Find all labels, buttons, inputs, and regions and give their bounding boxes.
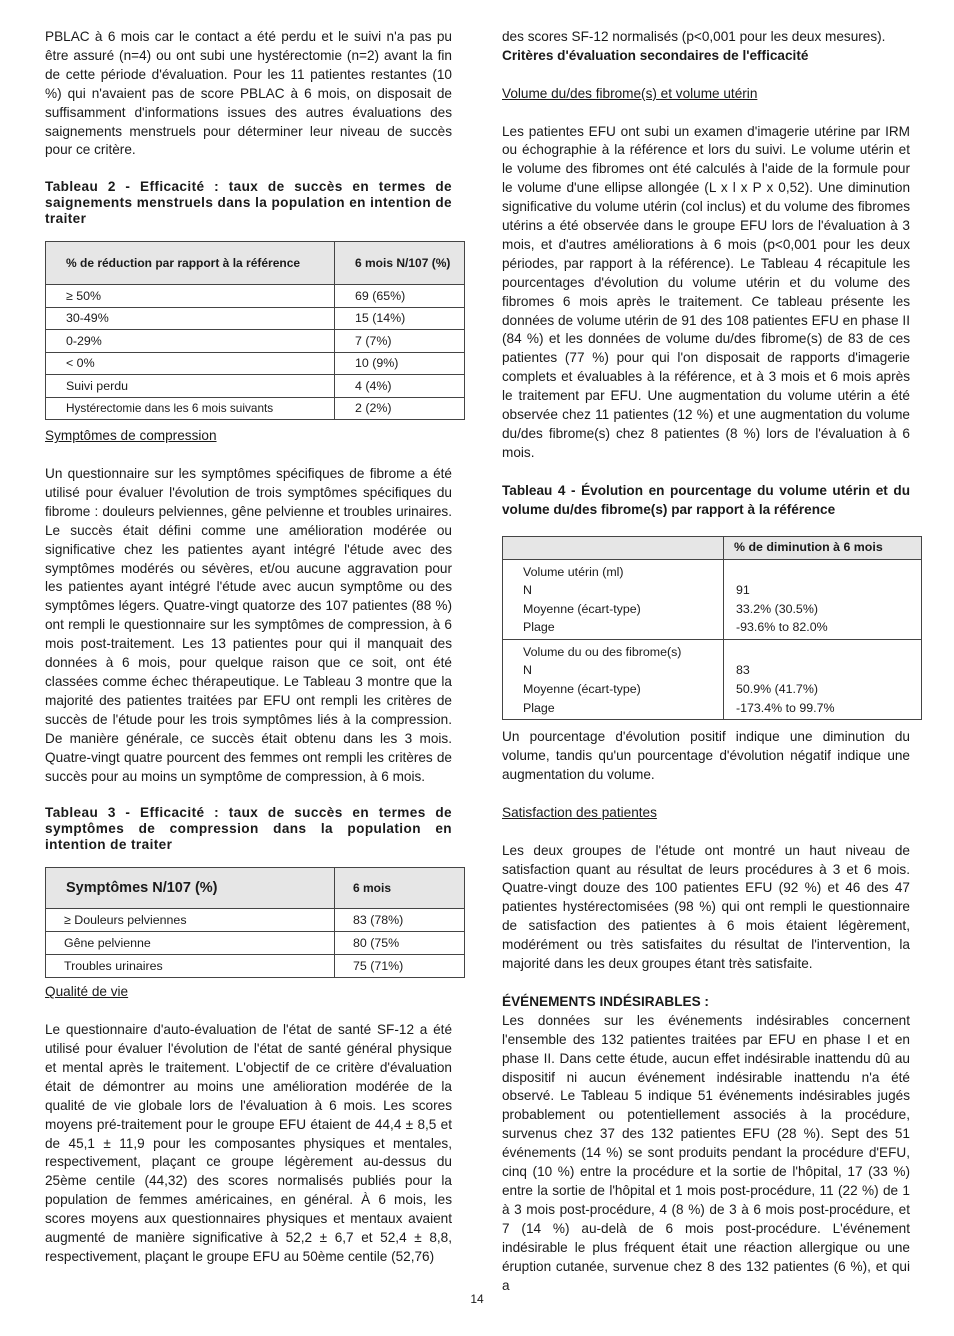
right-column [502, 28, 910, 1295]
table4-group-labels [503, 559, 724, 639]
continuation-text: des scores SF-12 normalisés (p<0,001 pour les deux mesures). [502, 29, 886, 44]
table-cell: ≥ Douleurs pelviennes [46, 909, 335, 932]
table-cell: 10 (9%) [335, 352, 465, 375]
table4-header [503, 536, 922, 559]
table-cell: Hystérectomie dans les 6 mois suivants [46, 397, 335, 420]
table-row [46, 909, 465, 932]
adverse-paragraph: Les données sur les événements indésirables concernent l'ensemble des 132 patientes traitées par EFU en phase I et en phase II. Dans cette étude, aucun effet indésirable inattendu dû au dispositif ni aucun événement indésirable inattendu n'a été observé. Le Tableau 5 indique 51 événements indésirables jugés probablement ou potentiellement associés à la procédure, survenus chez 37 des 132 patientes EFU (28 %). Sept des 51 événements (14 %) se sont produits pendant la procédure d'EFU, cinq (10 %) entre la procédure et la sortie de l'hôpital, 17 (33 %) entre la sortie de l'hôpital et 1 mois post-procédure, 11 (22 %) de 1 à 3 mois post-procédure, 4 (8 %) de 3 à 6 mois post-procédure, et 7 (14 %) au-delà de 6 mois post-procédure. L'événement indésirable le plus fréquent était une réaction allergique ou une éruption cutanée, survenue chez 8 des 132 patientes (6 %), et qui a [502, 1012, 910, 1293]
table4-row-label: Moyenne (écart-type) [523, 682, 641, 697]
table2-title: Tableau 2 - Efficacité : taux de succès en termes de saignements menstruels dans la population en intention de traiter [45, 179, 452, 227]
table4-note: Un pourcentage d'évolution positif indique une diminution du volume, tandis qu'un pourcentage d'évolution négatif indique une augmentation du volume. [502, 729, 910, 783]
table-row [46, 330, 465, 353]
table4-group-row [503, 639, 922, 719]
table-row [46, 352, 465, 375]
table-cell: Troubles urinaires [46, 955, 335, 978]
table-cell: 15 (14%) [335, 307, 465, 330]
table4-group-values [724, 639, 922, 719]
table-cell: 80 (75% [335, 932, 465, 955]
table4-row-value: 50.9% (41.7%) [736, 682, 818, 697]
page-number: 14 [470, 1292, 484, 1306]
intro-paragraph: PBLAC à 6 mois car le contact a été perdu et le suivi n'a pas pu être assuré (n=4) ou ont subi une hystérectomie (n=2) avant la fin de cette période d'évaluation. Pour les 11 patientes restantes (10 %) qui n'avaient pas de score PBLAC à 6 mois, on disposait de suffisamment d'informations issues des autres évaluations des saignements menstruels pour déterminer leur niveau de succès pour ce critère. [45, 29, 452, 158]
table-row [46, 307, 465, 330]
satisfaction-heading: Satisfaction des patientes [502, 804, 657, 820]
table-cell: 69 (65%) [335, 285, 465, 308]
table4-group-labels [503, 639, 724, 719]
volume-heading: Volume du/des fibrome(s) et volume utérin [502, 85, 758, 101]
table-cell: 7 (7%) [335, 330, 465, 353]
table4-title: Tableau 4 - Évolution en pourcentage du volume utérin et du volume du/des fibrome(s) par rapport à la référence [502, 482, 910, 517]
table4-row-value: 91 [736, 583, 750, 598]
table4-header-col1 [503, 536, 724, 559]
table2-header [46, 242, 465, 285]
volume-paragraph: Les patientes EFU ont subi un examen d'imagerie utérine par IRM ou échographie à la référence et lors du suivi. Le volume utérin et le volume des fibromes ont été calculés à l'aide de la formule pour le volume d'une ellipse allongée (L x l x P x 0,52). Une diminution significative du volume utérin (col inclus) et du volume des fibromes utérins a été observée dans le groupe EFU lors de l'évaluation à 3 mois, et d'autres améliorations à 6 mois (p<0,001 pour les deux périodes, par rapport à la référence). Le Tableau 4 récapitule les pourcentages d'évolution du volume utérin et du volume des fibromes 6 mois après le traitement. Ce tableau présente les données de volume utérin de 91 des 108 patientes EFU en phase II (84 %) et les données de volume du/des fibrome(s) de 83 de ces patientes (77 %) pour qui l'on disposait de rapports d'imagerie complets et évaluables à la référence, et à 3 mois et 6 mois après le traitement par EFU. Une augmentation du volume utérin a été observée chez 11 patientes (12 %) et une augmentation du volume du/des fibrome(s) chez 8 patientes (8 %) lors de l'évaluation à 6 mois. [502, 123, 910, 460]
table3-header-col2: 6 mois [335, 868, 465, 909]
table4-row-label: Moyenne (écart-type) [523, 601, 641, 616]
table-cell: 2 (2%) [335, 397, 465, 420]
table2-header-col1: % de réduction par rapport à la référence [46, 242, 335, 285]
table4 [502, 536, 922, 721]
table4-group-name: Volume du ou des fibrome(s) [523, 644, 682, 659]
qol-heading: Qualité de vie [45, 984, 129, 1000]
table-row [46, 932, 465, 955]
table4-row-label: N [523, 583, 532, 598]
table-row [46, 285, 465, 308]
table-cell: ≥ 50% [46, 285, 335, 308]
secondary-heading: Critères d'évaluation secondaires de l'efficacité [502, 47, 809, 63]
table4-row-label: N [523, 663, 532, 678]
satisfaction-paragraph: Les deux groupes de l'étude ont montré un haut niveau de satisfaction quant au résultat de leurs procédures à 3 et 6 mois. Quatre-vingt douze des 100 patientes EFU (92 %) et 46 des 47 patientes hystérectomisées (98 %) qui ont rempli le questionnaire de satisfaction des patientes à 6 mois étaient légèrement, modérément ou très satisfaites du résultat de l'intervention, la majorité dans les deux groupes étant très satisfaite. [502, 842, 910, 972]
table3-header [46, 868, 465, 909]
adverse-heading: ÉVÉNEMENTS INDÉSIRABLES : [502, 993, 709, 1009]
table4-row-value: -93.6% to 82.0% [736, 620, 828, 635]
table-cell: 0-29% [46, 330, 335, 353]
table-cell: 83 (78%) [335, 909, 465, 932]
table4-group-name: Volume utérin (ml) [523, 564, 624, 579]
table4-row-value: -173.4% to 99.7% [736, 700, 835, 715]
table3-header-col1: Symptômes N/107 (%) [46, 868, 335, 909]
table2 [45, 241, 465, 420]
table-row [46, 375, 465, 398]
table4-row-label: Plage [523, 620, 555, 635]
compression-paragraph: Un questionnaire sur les symptômes spécifiques de fibrome a été utilisé pour évaluer l'évolution de trois symptômes spécifiques du fibrome : douleurs pelviennes, gêne pelvienne et troubles urinaires. Le succès était défini comme une amélioration modérée ou significative chez les patientes ayant intégré l'étude avec des symptômes modérés ou sévères, et/ou aucune aggravation pour les patientes ayant intégré l'étude avec aucun symptôme ou des symptômes légers. Quatre-vingt quatorze des 107 patientes (88 %) ont rempli le questionnaire sur les symptômes de compression, à 6 mois post-traitement. Les 13 patientes pour qui il manquait des données à 6 mois, pour quelque raison que ce soit, ont été classées comme échec thérapeutique. Le Tableau 3 montre que la majorité des patientes traitées par EFU ont rempli les critères de succès de l'étude pour les trois symptômes liés à la compression. De manière générale, ce succès était obtenu dans les 3 mois. Quatre-vingt quatre pourcent des femmes ont rempli les critères de succès pour au moins un symptôme de compression, à 6 mois. [45, 466, 452, 784]
table2-header-col2: 6 mois N/107 (%) [335, 242, 465, 285]
table-cell: < 0% [46, 352, 335, 375]
table-cell: 30-49% [46, 307, 335, 330]
table-row [46, 397, 465, 420]
table-cell: Suivi perdu [46, 375, 335, 398]
table-cell: Gêne pelvienne [46, 932, 335, 955]
table4-group-row [503, 559, 922, 639]
compression-heading: Symptômes de compression [45, 428, 217, 444]
table4-row-value: 83 [736, 663, 750, 678]
table4-header-col2: % de diminution à 6 mois [724, 536, 922, 559]
table3 [45, 867, 465, 978]
table-row [46, 955, 465, 978]
left-column [45, 28, 452, 1267]
table3-title: Tableau 3 - Efficacité : taux de succès en termes de symptômes de compression dans la population en intention de traiter [45, 805, 452, 853]
table-cell: 75 (71%) [335, 955, 465, 978]
qol-paragraph: Le questionnaire d'auto-évaluation de l'état de santé SF-12 a été utilisé pour évaluer l'évolution de l'état de santé général physique et mental après le traitement. L'objectif de ce critère d'évaluation était de démontrer au moins une amélioration modérée de la qualité de vie globale lors de l'évaluation à 6 mois. Les scores moyens pré-traitement pour le groupe EFU étaient de 44,4 ± 8,5 et de 45,1 ± 11,9 pour les composantes physiques et mentales, respectivement, plaçant ce groupe légèrement au-dessus du 25ème centile (44,32) des scores normalisés publiés pour la population de femmes américaines, en général. À 6 mois, les scores moyens aux questionnaires physiques et mentaux avaient augmenté de manière significative à 52,2 ± 6,7 et 52,4 ± 8,8, respectivement, plaçant le groupe EFU au 50ème centile (52,76) [45, 1022, 452, 1264]
table4-row-value: 33.2% (30.5%) [736, 601, 818, 616]
table-cell: 4 (4%) [335, 375, 465, 398]
table4-group-values [724, 559, 922, 639]
table4-row-label: Plage [523, 700, 555, 715]
